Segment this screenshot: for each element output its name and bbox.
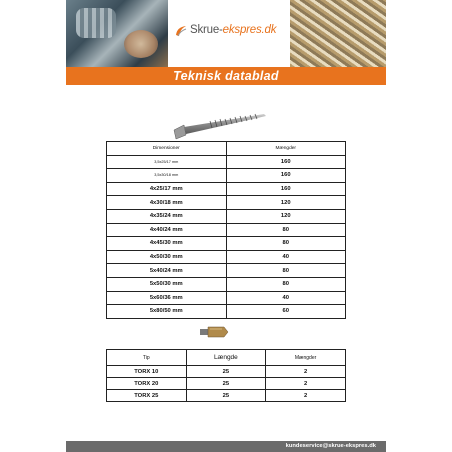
tools-photo xyxy=(66,0,168,67)
dimension-cell: 4x40/24 mm xyxy=(107,223,227,237)
table-row xyxy=(107,366,346,378)
quantity-cell: 160 xyxy=(226,169,346,183)
quantity-cell: 80 xyxy=(226,264,346,278)
column-header-dimensions: Dimensioner xyxy=(107,142,227,156)
quantity-cell: 2 xyxy=(266,378,346,390)
table-row xyxy=(107,277,346,291)
table-header-row xyxy=(107,350,346,366)
table-row xyxy=(107,169,346,183)
column-header-length: Længde xyxy=(186,350,266,366)
table-row xyxy=(107,155,346,169)
quantity-cell: 160 xyxy=(226,155,346,169)
dimension-cell: 4x25/17 mm xyxy=(107,182,227,196)
table-row xyxy=(107,182,346,196)
table-row xyxy=(107,390,346,402)
table-header-row xyxy=(107,142,346,156)
dimension-cell: 4x35/24 mm xyxy=(107,209,227,223)
dimension-cell: 3,5x25/17 mm xyxy=(107,155,227,169)
quantity-cell: 80 xyxy=(226,237,346,251)
table-row xyxy=(107,223,346,237)
dimension-cell: 4x50/30 mm xyxy=(107,250,227,264)
table-row xyxy=(107,209,346,223)
torx-bit-image xyxy=(198,325,230,339)
dimension-cell: 5x40/24 mm xyxy=(107,264,227,278)
quantity-cell: 2 xyxy=(266,390,346,402)
tip-cell: TORX 25 xyxy=(107,390,187,402)
quantity-cell: 80 xyxy=(226,277,346,291)
table-row xyxy=(107,196,346,210)
quantity-cell: 40 xyxy=(226,250,346,264)
dimension-cell: 5x60/36 mm xyxy=(107,291,227,305)
length-cell: 25 xyxy=(186,378,266,390)
table-row xyxy=(107,237,346,251)
quantity-cell: 80 xyxy=(226,223,346,237)
column-header-quantities: Mængder xyxy=(266,350,346,366)
dimension-cell: 5x50/30 mm xyxy=(107,277,227,291)
logo-swoosh-icon xyxy=(174,24,188,38)
logo-text xyxy=(190,24,276,36)
table-row xyxy=(107,378,346,390)
footer-email-link[interactable]: kundeservice@skrue-ekspres.dk xyxy=(285,443,376,449)
page-title: Teknisk datablad xyxy=(66,67,386,85)
table-row xyxy=(107,291,346,305)
quantity-cell: 40 xyxy=(226,291,346,305)
header xyxy=(66,0,386,67)
table-row xyxy=(107,305,346,319)
quantity-cell: 120 xyxy=(226,196,346,210)
table-row xyxy=(107,250,346,264)
screw-dimensions-table xyxy=(106,141,346,319)
table-row xyxy=(107,264,346,278)
dimension-cell: 3,5x30/18 mm xyxy=(107,169,227,183)
dimension-cell: 4x45/30 mm xyxy=(107,237,227,251)
column-header-quantities: Mængder xyxy=(226,142,346,156)
quantity-cell: 160 xyxy=(226,182,346,196)
screw-image xyxy=(170,108,270,144)
quantity-cell: 2 xyxy=(266,366,346,378)
logo xyxy=(168,0,290,67)
column-header-tip: Tip xyxy=(107,350,187,366)
tip-cell: TORX 10 xyxy=(107,366,187,378)
logo-text-main: Skrue- xyxy=(190,24,223,36)
screws-photo xyxy=(290,0,386,67)
tip-cell: TORX 20 xyxy=(107,378,187,390)
length-cell: 25 xyxy=(186,390,266,402)
dimension-cell: 5x80/50 mm xyxy=(107,305,227,319)
dimension-cell: 4x30/18 mm xyxy=(107,196,227,210)
footer xyxy=(66,441,386,452)
quantity-cell: 120 xyxy=(226,209,346,223)
bits-table xyxy=(106,349,346,402)
quantity-cell: 60 xyxy=(226,305,346,319)
length-cell: 25 xyxy=(186,366,266,378)
logo-text-accent: ekspres.dk xyxy=(222,24,277,36)
